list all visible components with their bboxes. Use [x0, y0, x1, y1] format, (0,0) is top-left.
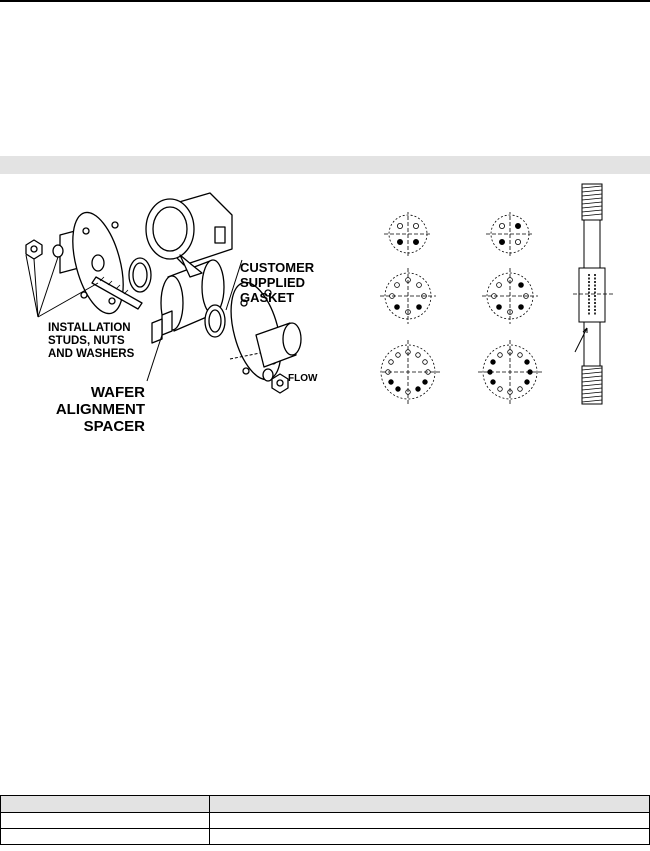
svg-text:SPACER: SPACER	[83, 418, 145, 435]
pattern-8-hole-b	[482, 268, 538, 324]
table-header-cell	[1, 796, 210, 813]
table-header-cell	[210, 796, 650, 813]
pattern-4-hole-b	[486, 212, 534, 258]
svg-text:CUSTOMER: CUSTOMER	[240, 260, 315, 275]
svg-text:AND WASHERS: AND WASHERS	[48, 348, 135, 360]
section-header-band	[0, 156, 650, 174]
top-rule	[0, 0, 650, 2]
flow-label: FLOW	[288, 373, 318, 384]
table-header-row	[1, 796, 650, 813]
customer-gasket-label	[240, 260, 315, 305]
pattern-8-hole-a	[380, 268, 436, 324]
pattern-12-hole-a	[380, 340, 440, 404]
svg-text:STUDS, NUTS: STUDS, NUTS	[48, 335, 125, 347]
table-cell	[210, 813, 650, 829]
svg-text:SUPPLIED: SUPPLIED	[240, 275, 306, 290]
wafer-spacer-label	[56, 384, 145, 435]
svg-text:WAFER: WAFER	[90, 384, 145, 401]
table-cell	[1, 829, 210, 845]
threaded-stud-figure	[573, 182, 613, 407]
blank-table	[0, 795, 650, 845]
pattern-4-hole-a	[384, 212, 432, 258]
svg-text:INSTALLATION: INSTALLATION	[48, 322, 131, 334]
table-cell	[210, 829, 650, 845]
svg-text:GASKET: GASKET	[240, 290, 295, 305]
table-row	[1, 829, 650, 845]
table-cell	[1, 813, 210, 829]
table-row	[1, 813, 650, 829]
installation-studs-label	[48, 322, 135, 360]
svg-text:ALIGNMENT: ALIGNMENT	[55, 401, 145, 418]
pattern-12-hole-b	[478, 340, 542, 404]
bolt-pattern-diagrams	[380, 212, 550, 407]
wafer-installation-figure	[20, 185, 350, 435]
